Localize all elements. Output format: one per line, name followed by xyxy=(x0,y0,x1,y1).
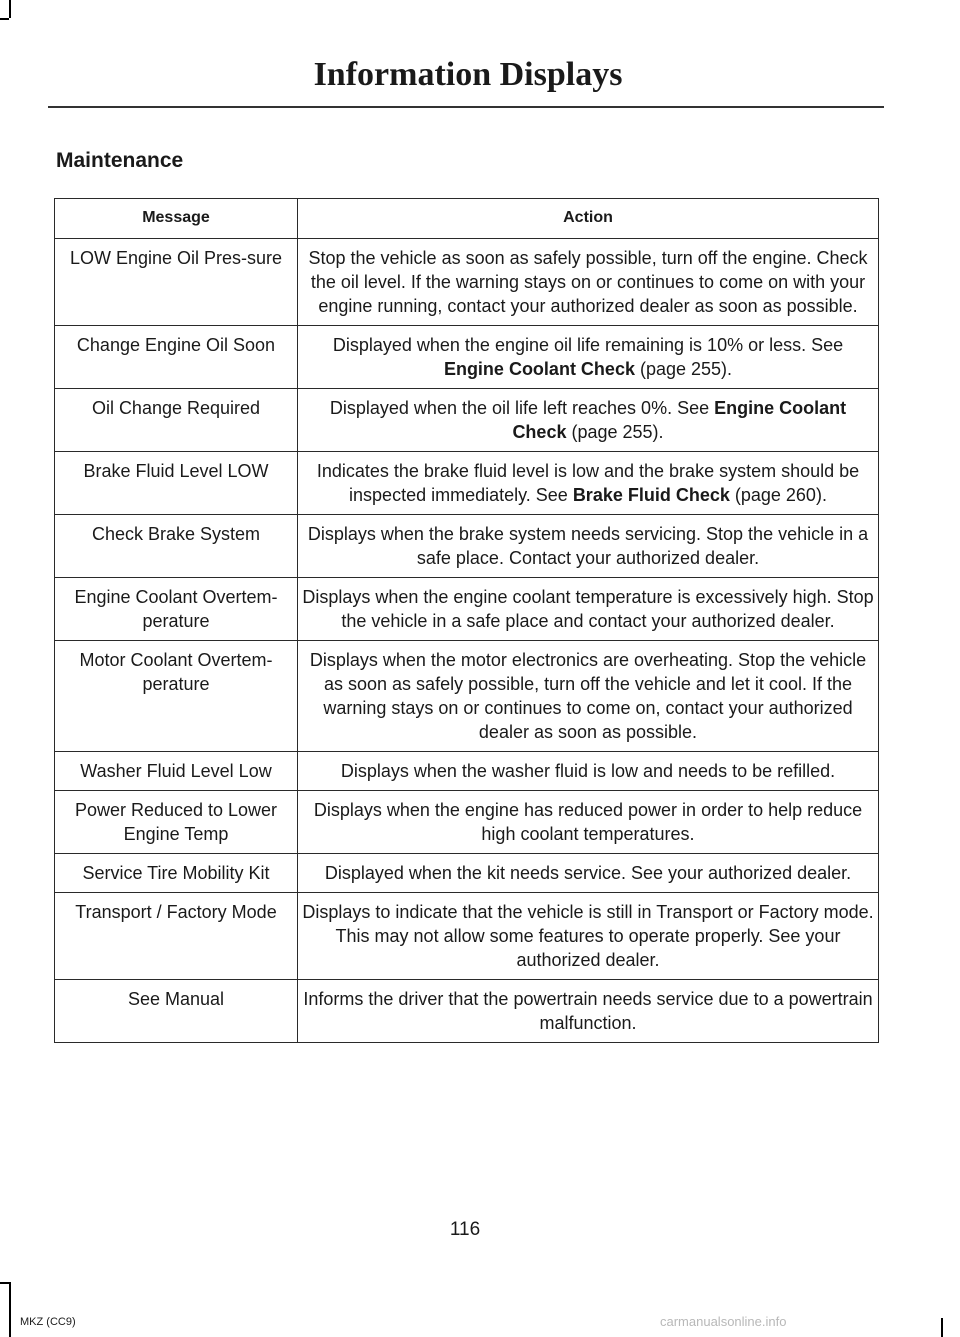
message-cell: Service Tire Mobility Kit xyxy=(55,854,298,893)
message-cell: Motor Coolant Overtem-perature xyxy=(55,641,298,752)
message-cell: Engine Coolant Overtem-perature xyxy=(55,578,298,641)
action-cell xyxy=(298,452,879,515)
table-row xyxy=(55,326,879,389)
action-text: Indicates the brake fluid level is low and the brake system should be inspected immediately. See xyxy=(316,461,860,505)
table-header-row xyxy=(55,199,879,239)
action-text: Displays when the engine coolant temperature is excessively high. Stop the vehicle in a safe place and contact your authorized dealer. xyxy=(302,587,874,631)
column-header-action: Action xyxy=(298,199,879,239)
action-text: (page 255). xyxy=(566,422,664,442)
table-row xyxy=(55,641,879,752)
cross-reference: Engine Coolant Check xyxy=(512,398,847,442)
action-cell xyxy=(298,578,879,641)
section-heading: Maintenance xyxy=(56,149,184,172)
action-text: Displayed when the kit needs service. See your authorized dealer. xyxy=(324,863,852,883)
message-cell: Oil Change Required xyxy=(55,389,298,452)
cross-reference: Engine Coolant Check xyxy=(443,359,635,379)
action-text: Displays to indicate that the vehicle is still in Transport or Factory mode. This may not allow some features to operate properly. See your authorized dealer. xyxy=(302,902,874,970)
table-row xyxy=(55,389,879,452)
action-text: Displayed when the engine oil life remaining is 10% or less. See xyxy=(332,335,844,355)
title-divider xyxy=(48,106,884,108)
message-cell: LOW Engine Oil Pres-sure xyxy=(55,239,298,326)
crop-mark xyxy=(0,1282,9,1284)
cross-reference: Brake Fluid Check xyxy=(572,485,730,505)
column-header-message: Message xyxy=(55,199,298,239)
message-cell: Brake Fluid Level LOW xyxy=(55,452,298,515)
action-cell xyxy=(298,515,879,578)
action-text: Displays when the washer fluid is low and needs to be refilled. xyxy=(340,761,836,781)
action-text: Displays when the motor electronics are overheating. Stop the vehicle as soon as safely possible, turn off the vehicle and let it cool. If the warning stays on or continues to come on, contact your authorized dealer as soon as possible. xyxy=(309,650,867,742)
action-cell xyxy=(298,389,879,452)
action-text: Stop the vehicle as soon as safely possible, turn off the engine. Check the oil level. If the warning stays on or continues to come on with your engine running, contact your authorized dealer as soon as possible. xyxy=(308,248,868,316)
action-cell xyxy=(298,239,879,326)
action-text: (page 255). xyxy=(634,359,733,379)
action-cell xyxy=(298,326,879,389)
table-row xyxy=(55,515,879,578)
message-cell: Transport / Factory Mode xyxy=(55,893,298,980)
crop-mark xyxy=(9,0,11,18)
document-code: MKZ (CC9) xyxy=(20,1316,76,1328)
message-cell: Check Brake System xyxy=(55,515,298,578)
crop-mark xyxy=(9,1282,11,1337)
action-cell xyxy=(298,980,879,1043)
table-row xyxy=(55,791,879,854)
watermark: carmanualsonline.info xyxy=(660,1314,787,1329)
action-text: Displays when the brake system needs servicing. Stop the vehicle in a safe place. Contact your authorized dealer. xyxy=(307,524,869,568)
action-text: (page 260). xyxy=(729,485,827,505)
action-cell xyxy=(298,791,879,854)
table-row xyxy=(55,980,879,1043)
table-body xyxy=(55,239,879,1043)
table-row xyxy=(55,452,879,515)
message-cell: Washer Fluid Level Low xyxy=(55,752,298,791)
crop-mark xyxy=(941,1318,943,1337)
page-number: 116 xyxy=(449,1219,481,1240)
page-title: Information Displays xyxy=(313,56,623,93)
message-cell: See Manual xyxy=(55,980,298,1043)
action-cell xyxy=(298,854,879,893)
message-cell: Change Engine Oil Soon xyxy=(55,326,298,389)
action-text: Displays when the engine has reduced power in order to help reduce high coolant temperatures. xyxy=(313,800,863,844)
action-cell xyxy=(298,641,879,752)
action-text: Displayed when the oil life left reaches 0%. See xyxy=(329,398,715,418)
table-row xyxy=(55,752,879,791)
action-cell xyxy=(298,752,879,791)
maintenance-table xyxy=(54,198,879,1043)
action-text: Informs the driver that the powertrain needs service due to a powertrain malfunction. xyxy=(303,989,873,1033)
crop-mark xyxy=(0,18,9,20)
action-cell xyxy=(298,893,879,980)
table-row xyxy=(55,578,879,641)
table-row xyxy=(55,893,879,980)
message-cell: Power Reduced to Lower Engine Temp xyxy=(55,791,298,854)
table-row xyxy=(55,239,879,326)
table-row xyxy=(55,854,879,893)
